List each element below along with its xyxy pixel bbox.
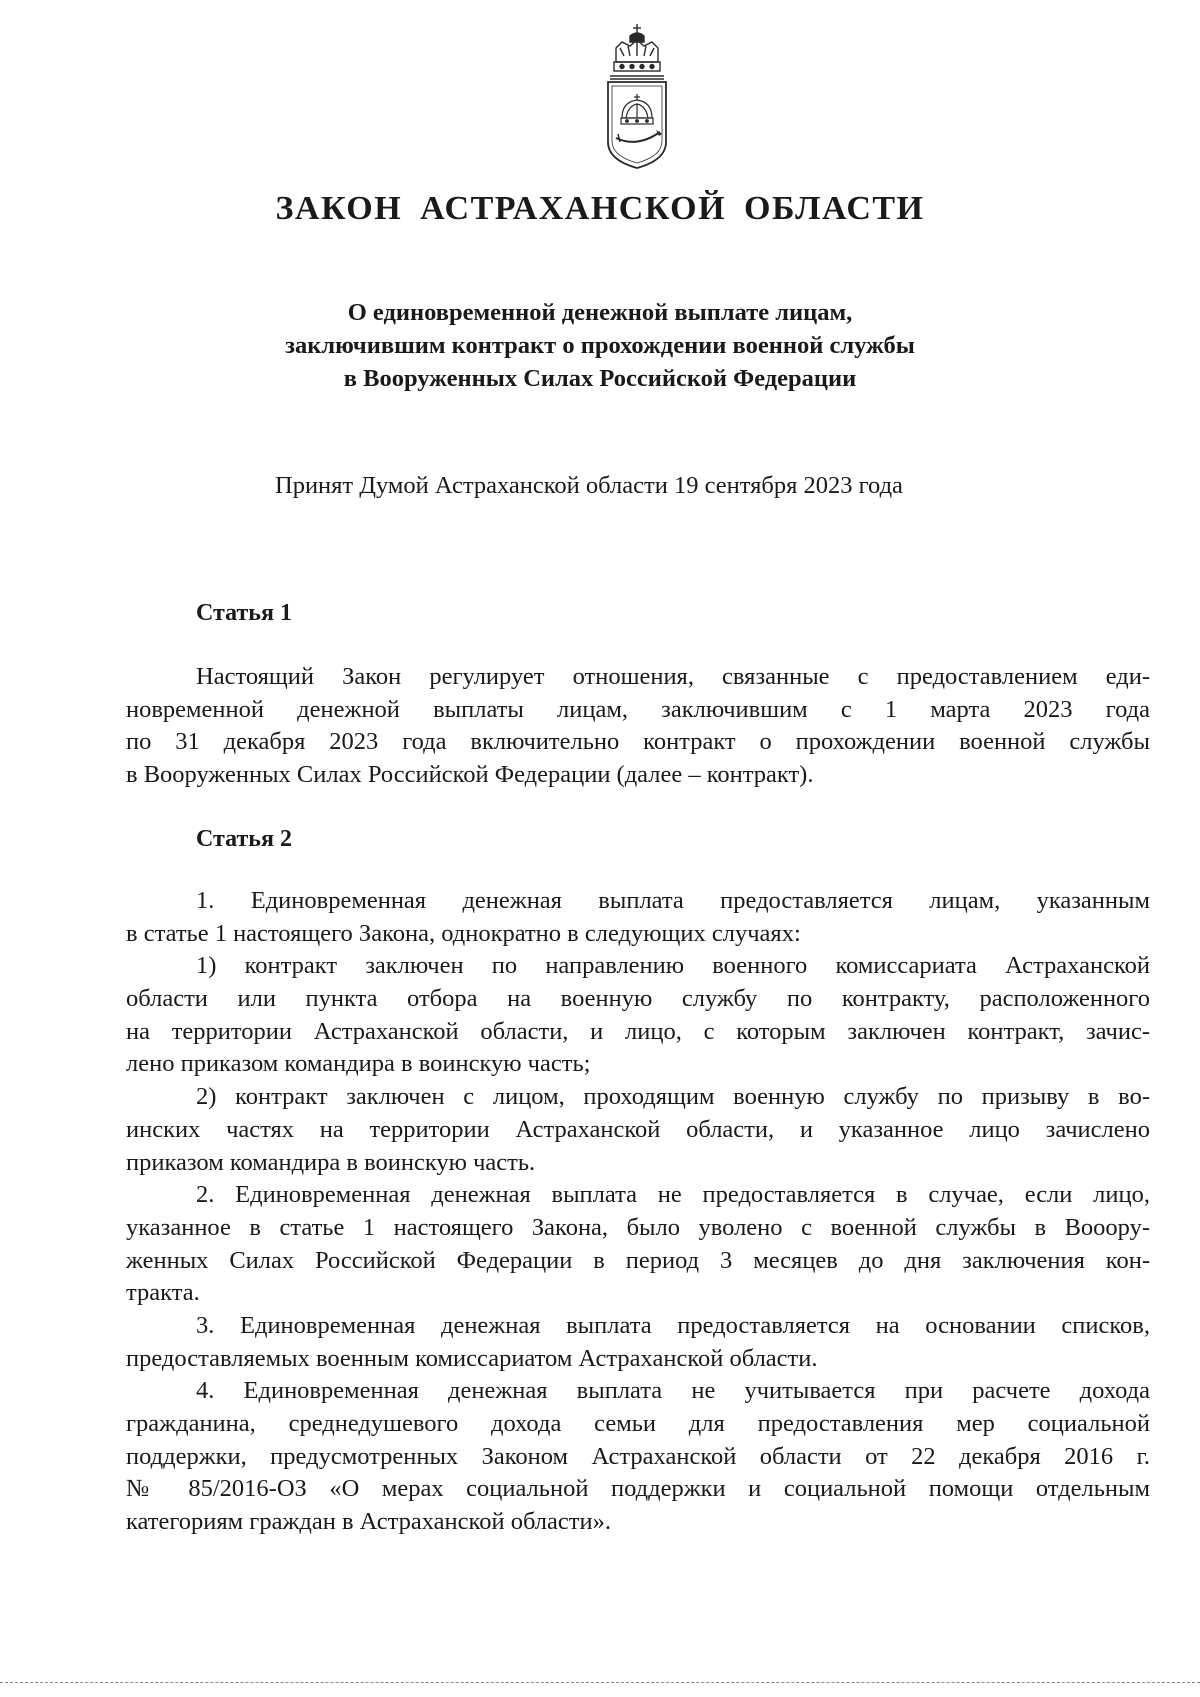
- page-bottom-edge: [0, 1682, 1200, 1683]
- text-line: Настоящий Закон регулирует отношения, связанные с предоставлением еди-: [196, 663, 1150, 690]
- article-1-heading: Статья 1: [196, 600, 292, 626]
- adoption-note: Принят Думой Астраханской области 19 сентября 2023 года: [275, 472, 903, 499]
- text-line: № 85/2016-ОЗ «О мерах социальной поддержки и социальной помощи отдельным: [126, 1475, 1150, 1503]
- text-line: в Вооруженных Силах Российской Федерации (далее – контракт).: [126, 761, 814, 789]
- text-line: 1. Единовременная денежная выплата предоставляется лицам, указанным: [196, 887, 1150, 914]
- text-line: категориям граждан в Астраханской области».: [126, 1508, 611, 1536]
- text-line: поддержки, предусмотренных Законом Астраханской области от 22 декабря 2016 г.: [126, 1442, 1150, 1470]
- text-line: 4. Единовременная денежная выплата не учитывается при расчете дохода: [196, 1377, 1150, 1405]
- text-line: женных Силах Российской Федерации в период 3 месяцев до дня заключения кон-: [126, 1246, 1150, 1274]
- text-line: 2. Единовременная денежная выплата не предоставляется в случае, если лицо,: [196, 1181, 1150, 1209]
- law-subtitle: [150, 296, 1050, 395]
- subtitle-line: заключившим контракт о прохождении военной службы: [285, 332, 915, 359]
- text-line: указанное в статье 1 настоящего Закона, было уволено с военной службы в Вооору-: [126, 1213, 1150, 1241]
- text-line: приказом командира в воинскую часть.: [126, 1148, 536, 1176]
- text-line: гражданина, среднедушевого дохода семьи для предоставления мер социальной: [126, 1410, 1150, 1437]
- article-2-heading: Статья 2: [196, 826, 292, 852]
- text-line: тракта.: [126, 1279, 200, 1307]
- text-line: области или пункта отбора на военную службу по контракту, расположенного: [126, 985, 1150, 1013]
- text-line: инских частях на территории Астраханской области, и указанное лицо зачислено: [126, 1115, 1150, 1143]
- text-line: лено приказом командира в воинскую часть;: [126, 1050, 591, 1078]
- text-line: по 31 декабря 2023 года включительно контракт о прохождении военной службы: [126, 728, 1150, 756]
- article-2-body: [126, 885, 1150, 1539]
- text-line: 3. Единовременная денежная выплата предоставляется на основании списков,: [196, 1311, 1150, 1339]
- text-line: 1) контракт заключен по направлению военного комиссариата Астраханской: [196, 952, 1150, 980]
- subtitle-line: О единовременной денежной выплате лицам,: [347, 299, 853, 326]
- coat-of-arms-icon: [602, 22, 672, 172]
- subtitle-line: в Вооруженных Силах Российской Федерации: [343, 365, 857, 392]
- law-title: ЗАКОН АСТРАХАНСКОЙ ОБЛАСТИ: [275, 190, 925, 227]
- text-line: в статье 1 настоящего Закона, однократно в следующих случаях:: [126, 919, 801, 947]
- article-1-body: [126, 661, 1150, 792]
- text-line: на территории Астраханской области, и лицо, с которым заключен контракт, зачис-: [126, 1017, 1150, 1045]
- text-line: новременной денежной выплаты лицам, заключившим с 1 марта 2023 года: [126, 695, 1150, 723]
- text-line: 2) контракт заключен с лицом, проходящим военную службу по призыву в во-: [196, 1083, 1150, 1111]
- text-line: предоставляемых военным комиссариатом Астраханской области.: [126, 1344, 818, 1372]
